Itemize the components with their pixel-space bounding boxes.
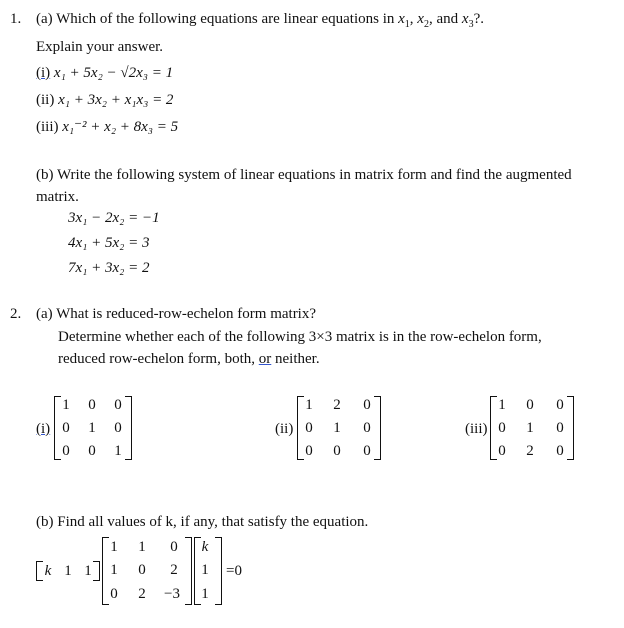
item-label: (ii) [36,92,55,108]
matrix-cell: 0 [498,443,506,459]
matrix-cell: 0 [498,420,506,436]
matrix-cell: 1 [498,397,506,413]
matrix-cell: 0 [88,397,96,413]
vector-cell: 1 [64,563,72,579]
q2-number: 2. [10,306,22,322]
right-bracket [215,537,222,605]
matrix-cell: 1 [110,539,118,555]
q1b-line2: matrix. [36,189,79,205]
matrix-cell: 0 [363,443,371,459]
matrix-cell: 1 [305,397,313,413]
item-equation: x₁ + 3x₂ + x₁x₃ = 2 [58,92,174,108]
vector-cell: 1 [201,586,209,602]
vector-cell: 1 [84,563,92,579]
q1-explain: Explain your answer. [36,39,164,55]
matrix-cell: 1 [62,397,70,413]
matrix-cell: 1 [110,562,118,578]
q1a-sub-3: 3 [468,19,474,30]
matrix-cell: 0 [138,562,146,578]
q2a-line3-end: neither. [275,351,320,367]
q1a-and: and [436,11,459,27]
q1-item-ii [36,93,173,108]
matrix-cell: 0 [305,443,313,459]
coefficient-matrix [102,537,192,605]
matrix-cell: 2 [526,443,534,459]
matrix-cell: 0 [363,420,371,436]
matrix-cell: 1 [526,420,534,436]
matrix-ii [297,396,381,460]
matrix-iii [490,396,574,460]
matrix-label: (i) [36,421,51,437]
q1a-end: ?. [473,11,484,27]
matrix-cell: 0 [333,443,341,459]
system-eq-2: 4x₁ + 5x₂ = 3 [68,235,150,251]
system-eq-1: 3x₁ − 2x₂ = −1 [68,210,160,226]
item-label: (iii) [36,119,59,135]
q2a-or: or [258,351,272,367]
right-bracket [185,537,192,605]
matrix-cell: 0 [62,420,70,436]
q1a-label: (a) [36,11,53,27]
matrix-cell: −3 [164,586,180,602]
matrix-cell: 1 [88,420,96,436]
matrix-cell: 2 [138,586,146,602]
matrix-cell: 0 [88,443,96,459]
q1b-line1: (b) Write the following system of linear equations in matrix form and find the augmented [36,167,572,183]
q1a-sub-2: 2 [423,19,429,30]
q1a-var-x: x [398,11,405,27]
matrix-cell: 0 [556,420,564,436]
matrix-i-label [36,422,50,437]
matrix-cell: 0 [526,397,534,413]
q2a-line1: (a) What is reduced-row-echelon form matrix? [36,306,317,322]
matrix-i [54,396,132,460]
q2b-text: (b) Find all values of k, if any, that satisfy the equation. [36,514,369,530]
q1-item-iii [36,120,178,135]
column-vector [194,537,222,605]
matrix-cell: 0 [556,443,564,459]
vector-cell: k [201,539,209,555]
q2a-line3-start: reduced row-echelon form, both, [58,351,256,367]
q2a-line3 [58,352,320,367]
matrix-cell: 2 [170,562,178,578]
matrix-iii-label: (iii) [465,421,488,437]
q2a-line2: Determine whether each of the following 3×3 matrix is in the row-echelon form, [58,329,542,345]
matrix-cell: 0 [305,420,313,436]
q1a-var-x: x [461,11,469,27]
matrix-cell: 0 [62,443,70,459]
equals-zero: =0 [226,563,242,579]
matrix-cell: 0 [556,397,564,413]
matrix-ii-label: (ii) [275,421,294,437]
q1-number: 1. [10,11,22,27]
vector-cell: 1 [201,562,209,578]
matrix-cell: 1 [333,420,341,436]
matrix-cell: 0 [114,397,122,413]
matrix-cell: 0 [110,586,118,602]
q1a-question: Which of the following equations are linear equations in [56,11,395,27]
q1-item-i [36,66,173,81]
matrix-cell: 1 [114,443,122,459]
item-equation: x₁ + 5x₂ − √2x₃ = 1 [53,65,174,81]
q1a-var-x: x [417,11,424,27]
item-label: (i) [36,65,51,81]
row-vector [36,561,100,581]
q1a-sub-1: 1 [404,19,410,30]
matrix-cell: 0 [114,420,122,436]
matrix-cell: 0 [363,397,371,413]
item-equation: x₁⁻² + x₂ + 8x₃ = 5 [62,119,179,135]
system-eq-3: 7x₁ + 3x₂ = 2 [68,260,150,276]
matrix-cell: 0 [170,539,178,555]
matrix-cell: 2 [333,397,341,413]
matrix-cell: 1 [138,539,146,555]
q1a-text: (a) Which of the following equations are linear equations in $x_1$, $x_2$, and $x_3$?. [36,11,484,30]
vector-cell: k [44,563,52,579]
